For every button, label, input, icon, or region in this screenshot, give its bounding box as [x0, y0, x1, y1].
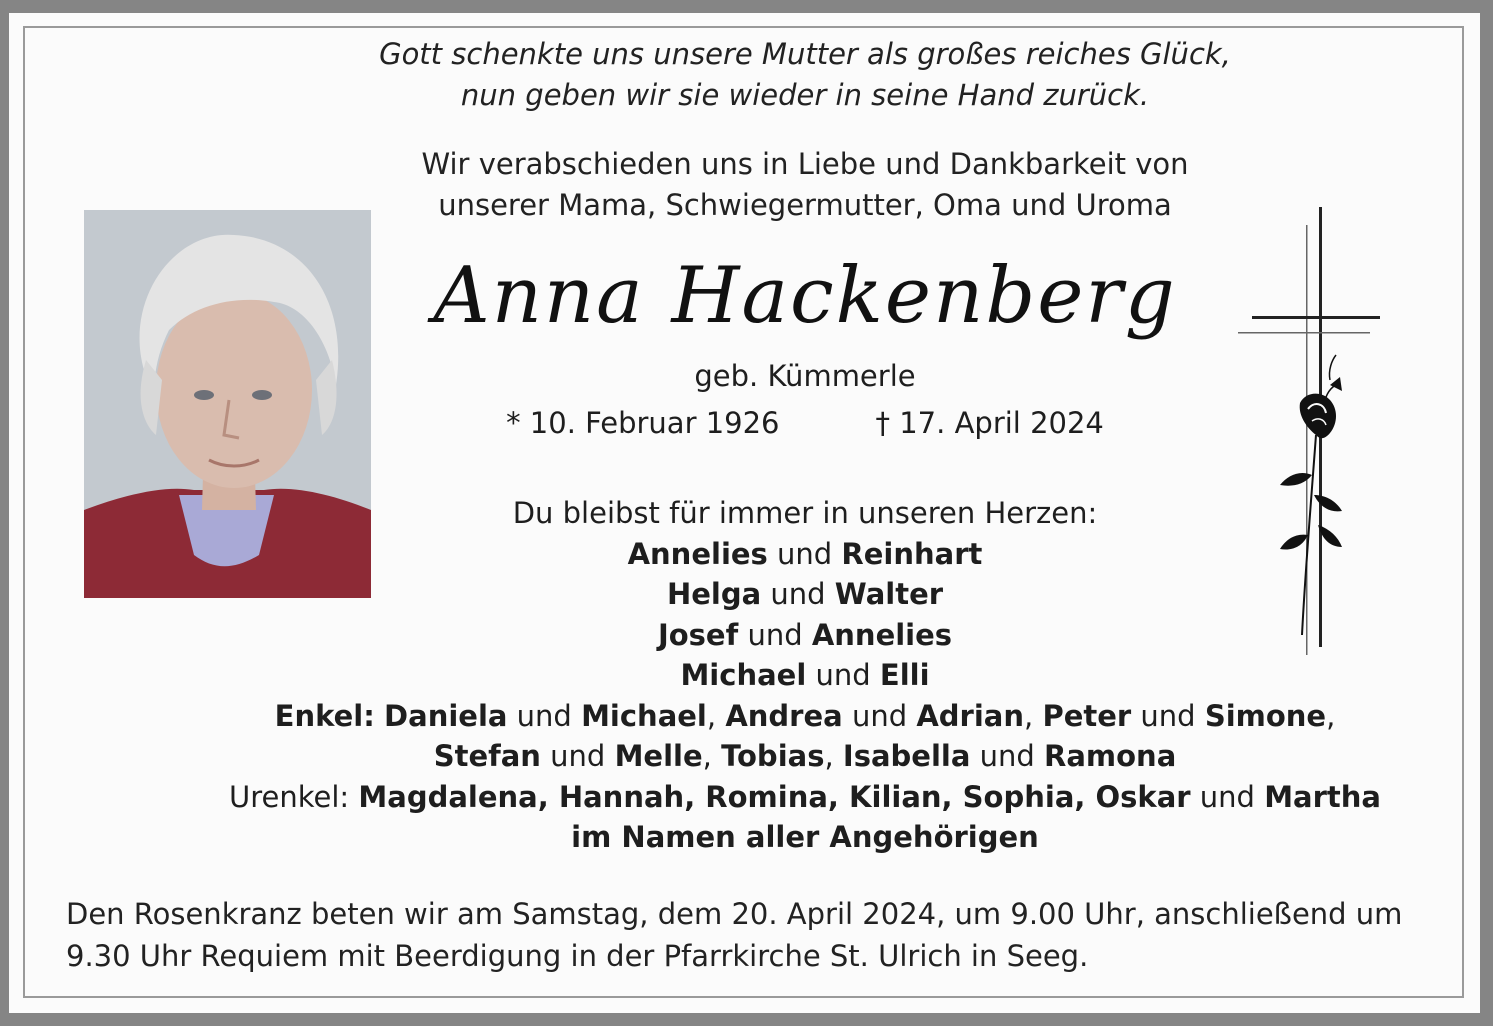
- enkel-label: Enkel:: [274, 698, 375, 733]
- service-info: [66, 893, 1446, 977]
- maiden-name: geb. Kümmerle: [694, 359, 916, 393]
- closing-line: [0, 817, 1493, 858]
- partner-name: Reinhart: [841, 536, 983, 571]
- intro-line-1: Wir verabschieden uns in Liebe und Dankbarkeit von: [421, 147, 1189, 181]
- partner-name: Annelies: [811, 617, 953, 652]
- great-grandchildren-names: Magdalena, Hannah, Romina, Kilian, Sophia, Oskar: [358, 779, 1191, 814]
- deceased-name: Anna Hackenberg: [433, 251, 1177, 341]
- death-date: † 17. April 2024: [875, 406, 1104, 440]
- grandchild-partner: Adrian: [916, 698, 1024, 733]
- cross-with-rose-icon: [1230, 195, 1380, 655]
- child-name: Annelies: [627, 536, 768, 571]
- service-line-2: 9.30 Uhr Requiem mit Beerdigung in der Pfarrkirche St. Ulrich in Seeg.: [66, 939, 1089, 973]
- child-name: Helga: [666, 577, 762, 611]
- child-pair: [0, 655, 1493, 696]
- cross-with-rose: [1230, 195, 1380, 655]
- conjunction: und: [815, 658, 871, 692]
- grandchild-name: Peter: [1042, 698, 1132, 733]
- conjunction: und: [851, 698, 908, 733]
- child-name: Josef: [657, 617, 739, 652]
- grandchildren-line-2: Stefan und Melle, Tobias, Isabella und Ramona: [433, 739, 1177, 773]
- urenkel-label: Urenkel:: [229, 779, 350, 814]
- grandchild-partner: Simone: [1204, 698, 1327, 733]
- portrait-photo-icon: [84, 210, 371, 598]
- service-line-1: Den Rosenkranz beten wir am Samstag, dem 20. April 2024, um 9.00 Uhr, anschließend um: [66, 897, 1403, 931]
- closing-text: im Namen aller Angehörigen: [571, 820, 1039, 854]
- conjunction: und: [770, 577, 826, 611]
- poem: [0, 34, 1493, 116]
- grandchild-partner: Michael: [581, 698, 707, 733]
- birth-date: * 10. Februar 1926: [506, 406, 780, 440]
- grandchildren-line-1: Enkel: Daniela und Michael, Andrea und Adrian, Peter und Simone,: [274, 698, 1336, 733]
- grandchild-partner: Melle: [614, 739, 703, 773]
- conjunction: und: [979, 739, 1035, 773]
- partner-name: Walter: [834, 577, 944, 611]
- portrait-photo: [84, 210, 371, 598]
- poem-line-2: nun geben wir sie wieder in seine Hand zurück.: [460, 78, 1150, 112]
- child-name: Michael: [680, 658, 807, 692]
- grandchild-name: Isabella: [842, 739, 971, 773]
- conjunction: und: [550, 739, 606, 773]
- grandchild-name: Daniela: [384, 698, 508, 733]
- conjunction: und: [1140, 698, 1196, 733]
- conjunction: und: [747, 617, 803, 652]
- family-intro: Du bleibst für immer in unseren Herzen:: [512, 496, 1098, 530]
- conjunction: und: [777, 536, 833, 571]
- great-grandchildren-line: [0, 777, 1493, 818]
- intro-line-2: unserer Mama, Schwiegermutter, Oma und Uroma: [438, 188, 1172, 222]
- great-grandchild-name: Martha: [1264, 779, 1381, 814]
- grandchild-partner: Ramona: [1044, 739, 1177, 773]
- partner-name: Elli: [879, 658, 930, 692]
- grandchild-name: Tobias: [721, 739, 825, 773]
- grandchild-name: Stefan: [433, 739, 541, 773]
- poem-line-1: Gott schenkte uns unsere Mutter als großes reiches Glück,: [379, 37, 1231, 71]
- grandchild-name: Andrea: [725, 698, 843, 733]
- conjunction: und: [516, 698, 572, 733]
- conjunction: und: [1199, 779, 1255, 814]
